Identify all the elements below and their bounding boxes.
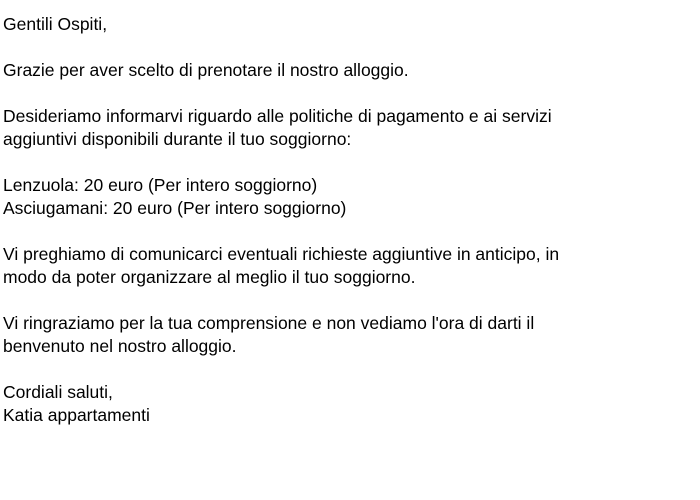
service-item-asciugamani: Asciugamani: 20 euro (Per intero soggiorno) [3,198,347,218]
paragraph-gap [3,82,693,105]
request-line: Vi preghiamo di comunicarci eventuali richieste aggiuntive in anticipo, in [3,244,560,264]
service-item-lenzuola: Lenzuola: 20 euro (Per intero soggiorno) [3,175,318,195]
paragraph-gap [3,358,693,381]
thanks-line: Grazie per aver scelto di prenotare il nostro alloggio. [3,60,409,80]
paragraph-gap [3,289,693,312]
paragraph-gap [3,220,693,243]
greeting: Gentili Ospiti, [3,14,108,34]
paragraph-gap [3,151,693,174]
intro-line: aggiuntivi disponibili durante il tuo soggiorno: [3,129,352,149]
request-paragraph [3,243,693,289]
closing-line: Vi ringraziamo per la tua comprensione e non vediamo l'ora di darti il [3,313,535,333]
intro-line: Desideriamo informarvi riguardo alle politiche di pagamento e ai servizi [3,106,552,126]
closing-line: benvenuto nel nostro alloggio. [3,336,237,356]
services-list [3,174,693,220]
letter-body [3,13,693,427]
intro-paragraph [3,105,693,151]
request-line: modo da poter organizzare al meglio il tuo soggiorno. [3,267,416,287]
signature: Katia appartamenti [3,405,150,425]
paragraph-gap [3,36,693,59]
closing-paragraph [3,312,693,358]
signoff: Cordiali saluti, [3,382,113,402]
